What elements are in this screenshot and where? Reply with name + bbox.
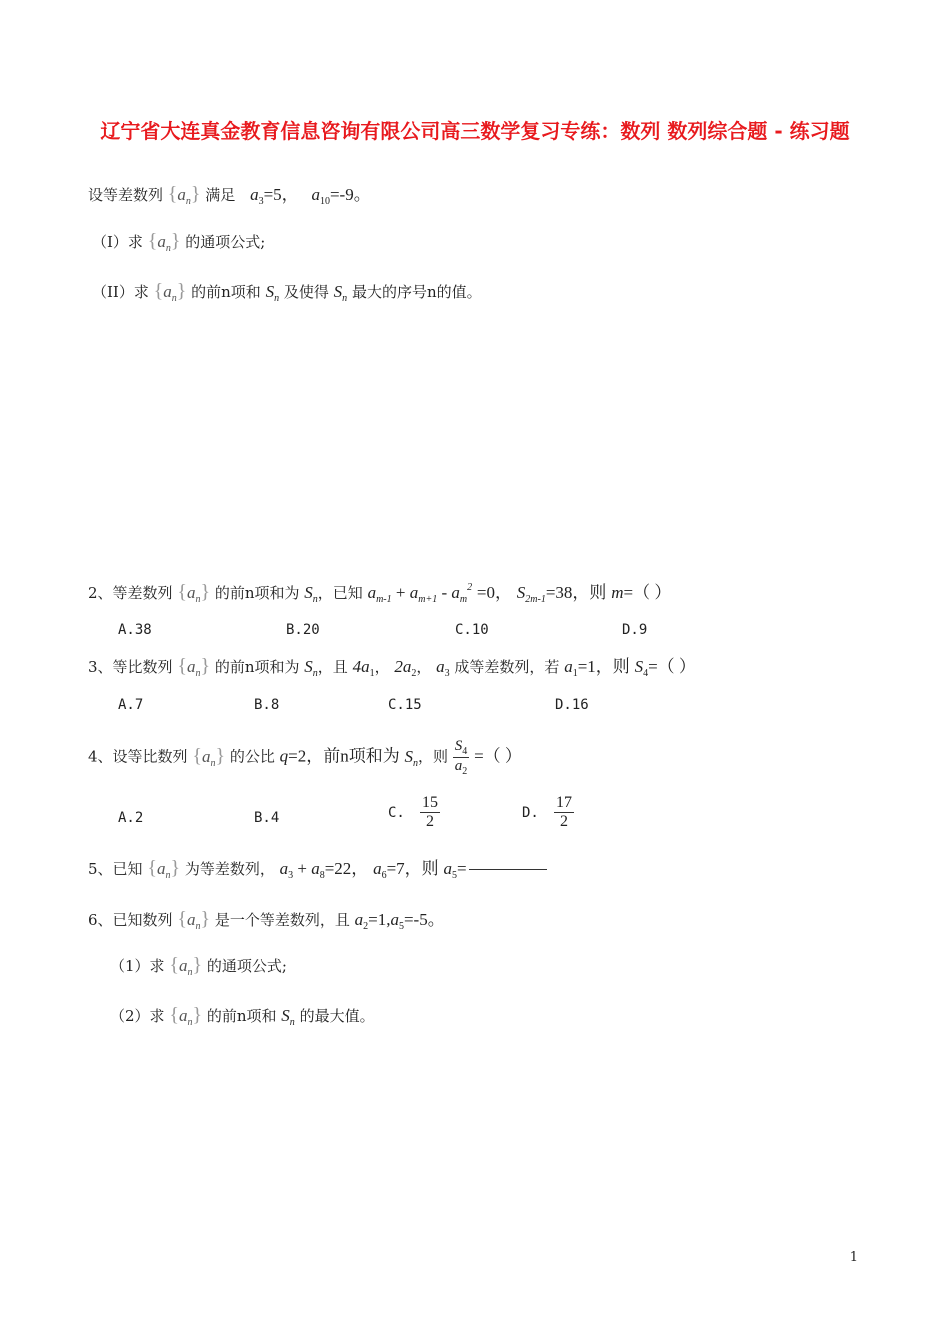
seq-an: $\{a_n\}$ [153,280,187,304]
q3-option-c: C.15 [388,697,422,713]
seq-an: $\{a_n\}$ [147,230,181,254]
q4-option-c: C. $\frac{15}{2}$ [388,794,438,830]
q1-cond2: $a_{10}$ [311,185,330,207]
seq-an: $\{a_n\}$ [177,581,211,605]
seq-an: $\{a_n\}$ [177,655,211,679]
q4-option-d: D. $\frac{17}{2}$ [522,794,572,830]
page-title: 辽宁省大连真金教育信息咨询有限公司高三数学复习专练：数列 数列综合题 - 练习题 [100,119,850,143]
q5-statement: 5、已知 $\{a_n\}$ 为等差数列， $a_3 + a_8=22$， $a_6=7$，则 $a_5=$ [88,854,547,881]
seq-an: $\{a_n\}$ [167,183,201,207]
q4-option-b: B.4 [254,810,280,826]
seq-an: $\{a_n\}$ [177,908,211,932]
q3-option-d: D.16 [555,697,589,713]
seq-an: $\{a_n\}$ [147,857,181,881]
q3-option-b: B.8 [254,697,280,713]
q1-intro: 设等差数列 [88,186,164,204]
q1-part2: （II）求 $\{a_n\}$ 的前n项和 $S_n$ 及使得 $S_n$ 最大的序号n的值。 [92,280,482,304]
q2-statement: 2、等差数列 $\{a_n\}$ 的前n项和为 $S_n$，已知 $a_{m-1} + a_{m+1} - a_m^2 =0$， $S_{2m-1}=38$，则 m=（ ） [88,581,672,605]
q2-option-a: A.38 [118,622,152,638]
q4-fraction: $\frac{S_4}{a_2}$ [454,738,468,777]
q6-part1: （1）求 $\{a_n\}$ 的通项公式; [110,954,287,978]
seq-an: $\{a_n\}$ [192,744,226,769]
q1-statement: 设等差数列 $\{a_n\}$ 满足 $a_3=5$， $a_{10}=-9$。 [88,183,371,207]
page-number: 1 [849,1250,858,1265]
q6-statement: 6、已知数列 $\{a_n\}$ 是一个等差数列，且 $a_2=1,a_5=-5$。 [88,908,445,932]
q2-option-d: D.9 [622,622,648,638]
q3-option-a: A.7 [118,697,144,713]
answer-blank [469,868,547,870]
q1-part1: （I）求 $\{a_n\}$ 的通项公式; [92,230,266,254]
q4-statement: 4、设等比数列 $\{a_n\}$ 的公比 q=2，前n项和为 $S_n$，则 $\frac{S_4}{a_2}$ =（ ） [88,738,522,777]
seq-an: $\{a_n\}$ [169,1004,203,1028]
q2-option-c: C.10 [455,622,489,638]
q6-part2: （2）求 $\{a_n\}$ 的前n项和 $S_n$ 的最大值。 [110,1004,375,1028]
q3-statement: 3、等比数列 $\{a_n\}$ 的前n项和为 $S_n$，且 $4a_1$， $2a_2$， $a_3$ 成等差数列，若 $a_1=1$，则 $S_4=$（ ） [88,655,696,679]
seq-an: $\{a_n\}$ [169,954,203,978]
q1-cond1: $a_3$ [250,185,264,207]
q4-option-a: A.2 [118,810,144,826]
q2-option-b: B.20 [286,622,320,638]
